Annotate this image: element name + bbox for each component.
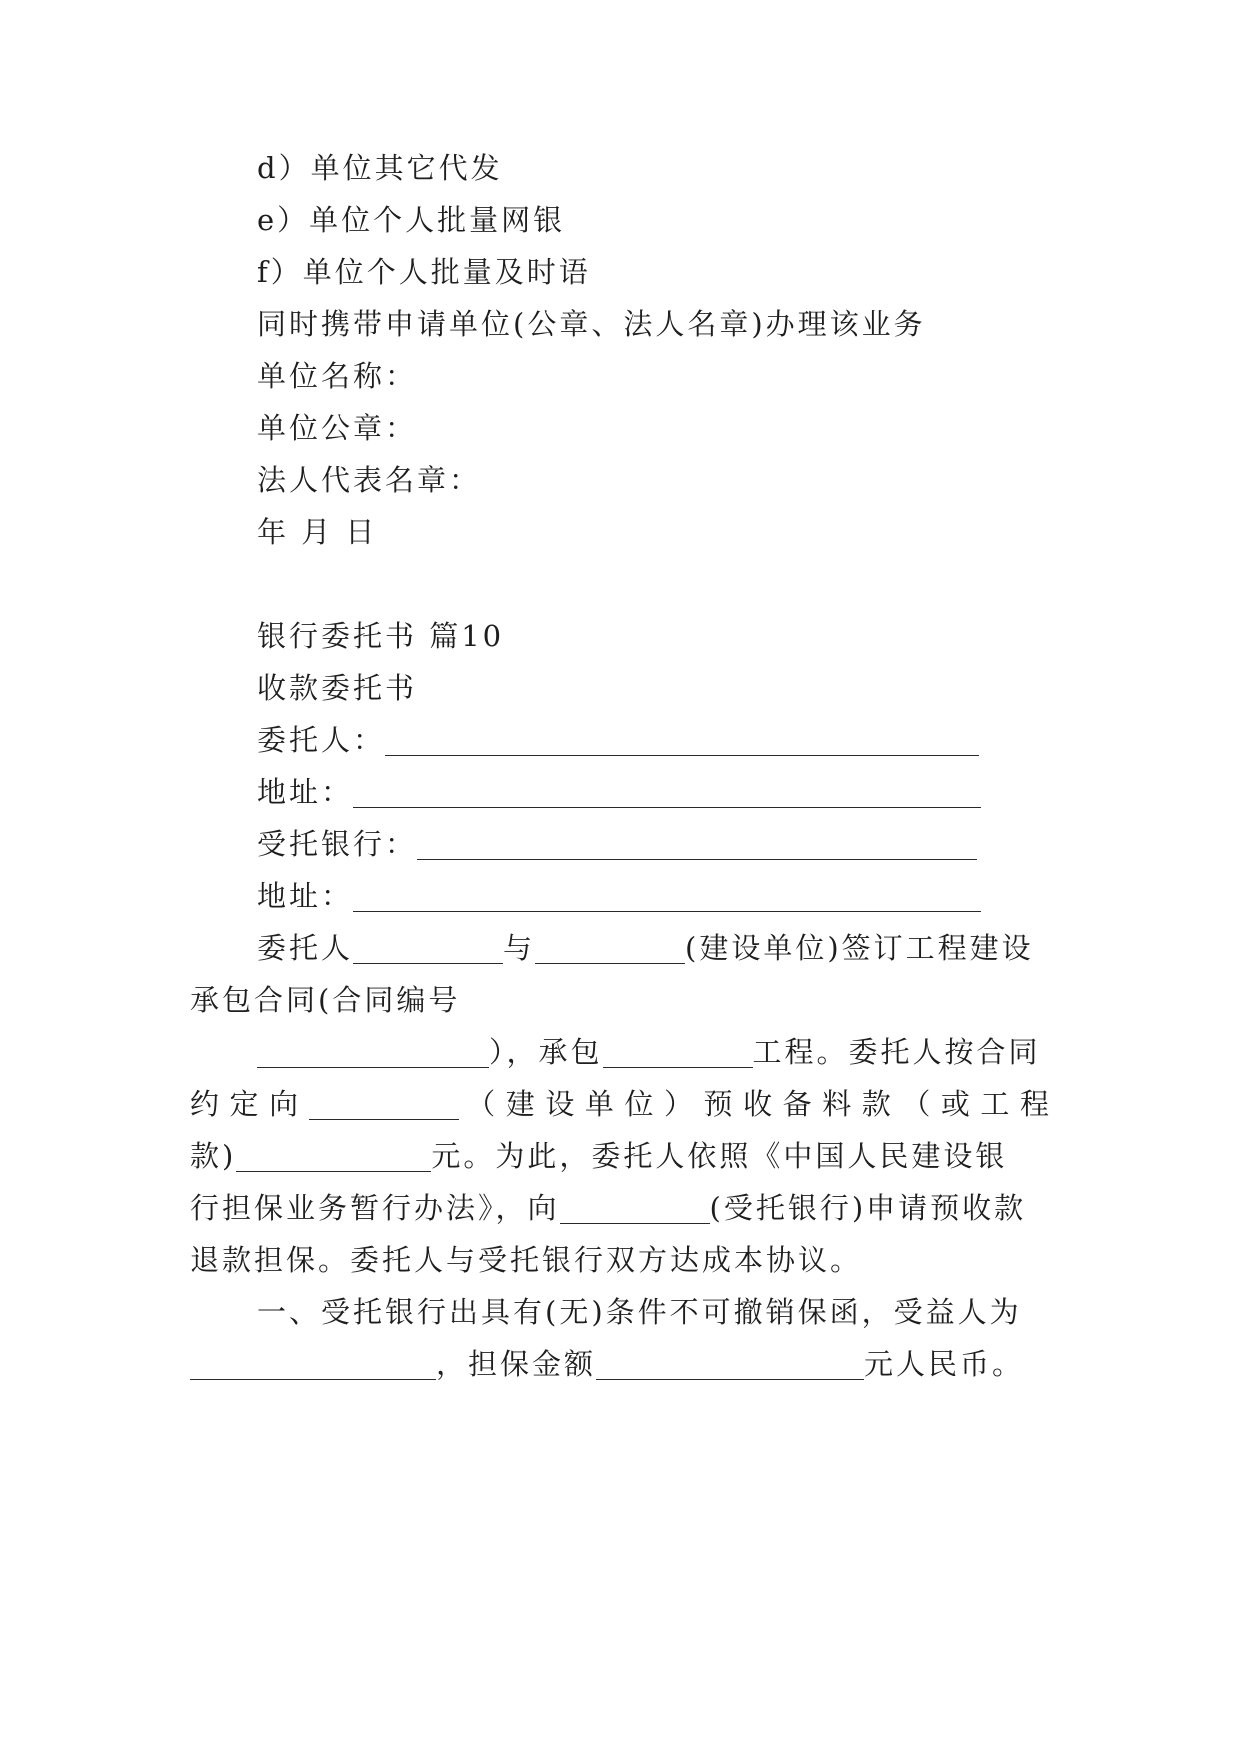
body-line-5 [190, 1136, 1007, 1176]
body-text: 工程。委托人按合同 [752, 1035, 1041, 1069]
body-line-7: 退款担保。委托人与受托银行双方达成本协议。 [190, 1243, 863, 1277]
form-field-label: 委托人： [257, 723, 386, 757]
fill-blank [560, 1193, 710, 1224]
carry-note: 同时携带申请单位(公章、法人名章)办理该业务 [257, 307, 926, 341]
form-field-entrusted-bank [257, 824, 977, 864]
body-text: 委托人 [257, 931, 354, 965]
form-field-label: 地址： [257, 879, 354, 913]
body-text: (受托银行)申请预收款 [709, 1191, 1027, 1225]
fill-blank [353, 933, 503, 964]
body-line-8: 一、受托银行出具有(无)条件不可撤销保函，受益人为 [257, 1295, 1022, 1329]
body-text: 元人民币。 [864, 1347, 1025, 1381]
field-date: 年 月 日 [257, 515, 378, 549]
body-text: 约定向 [190, 1087, 309, 1121]
section-heading: 银行委托书 篇10 [257, 619, 505, 653]
field-legal-rep-seal: 法人代表名章： [257, 463, 482, 497]
body-text: (建设单位)签订工程建设 [685, 931, 1034, 965]
fill-blank [417, 829, 977, 860]
body-line-1 [257, 928, 1034, 968]
body-text: 行担保业务暂行办法》，向 [190, 1191, 560, 1225]
form-field-bank-address [257, 876, 981, 916]
body-text: 元。为此，委托人依照《中国人民建设银 [431, 1139, 1008, 1173]
body-text: ），承包 [489, 1035, 603, 1069]
body-line-2: 承包合同(合同编号 [190, 983, 461, 1017]
form-field-label: 地址： [257, 775, 354, 809]
fill-blank [535, 933, 685, 964]
fill-blank [596, 1349, 864, 1380]
form-field-principal [257, 720, 979, 760]
body-line-9 [190, 1344, 1024, 1384]
body-text: ，担保金额 [436, 1347, 597, 1381]
body-text: 款) [190, 1139, 237, 1173]
list-item-d: d）单位其它代发 [257, 151, 503, 185]
body-line-6 [190, 1188, 1026, 1228]
list-item-f: f）单位个人批量及时语 [257, 255, 591, 289]
fill-blank [353, 777, 981, 808]
fill-blank [353, 881, 981, 912]
field-unit-seal: 单位公章： [257, 411, 418, 445]
fill-blank [385, 725, 979, 756]
document-title: 收款委托书 [257, 671, 418, 705]
fill-blank [257, 1037, 489, 1068]
field-unit-name: 单位名称： [257, 359, 418, 393]
body-text: 与 [503, 931, 536, 965]
body-line-4 [190, 1084, 1052, 1124]
fill-blank [190, 1349, 436, 1380]
form-field-address [257, 772, 981, 812]
list-item-e: e）单位个人批量网银 [257, 203, 566, 237]
body-line-3 [257, 1032, 1041, 1072]
fill-blank [236, 1141, 431, 1172]
fill-blank [603, 1037, 753, 1068]
form-field-label: 受托银行： [257, 827, 418, 861]
body-text: （建设单位）预收备料款（或工程 [458, 1087, 1052, 1121]
fill-blank [309, 1089, 459, 1120]
